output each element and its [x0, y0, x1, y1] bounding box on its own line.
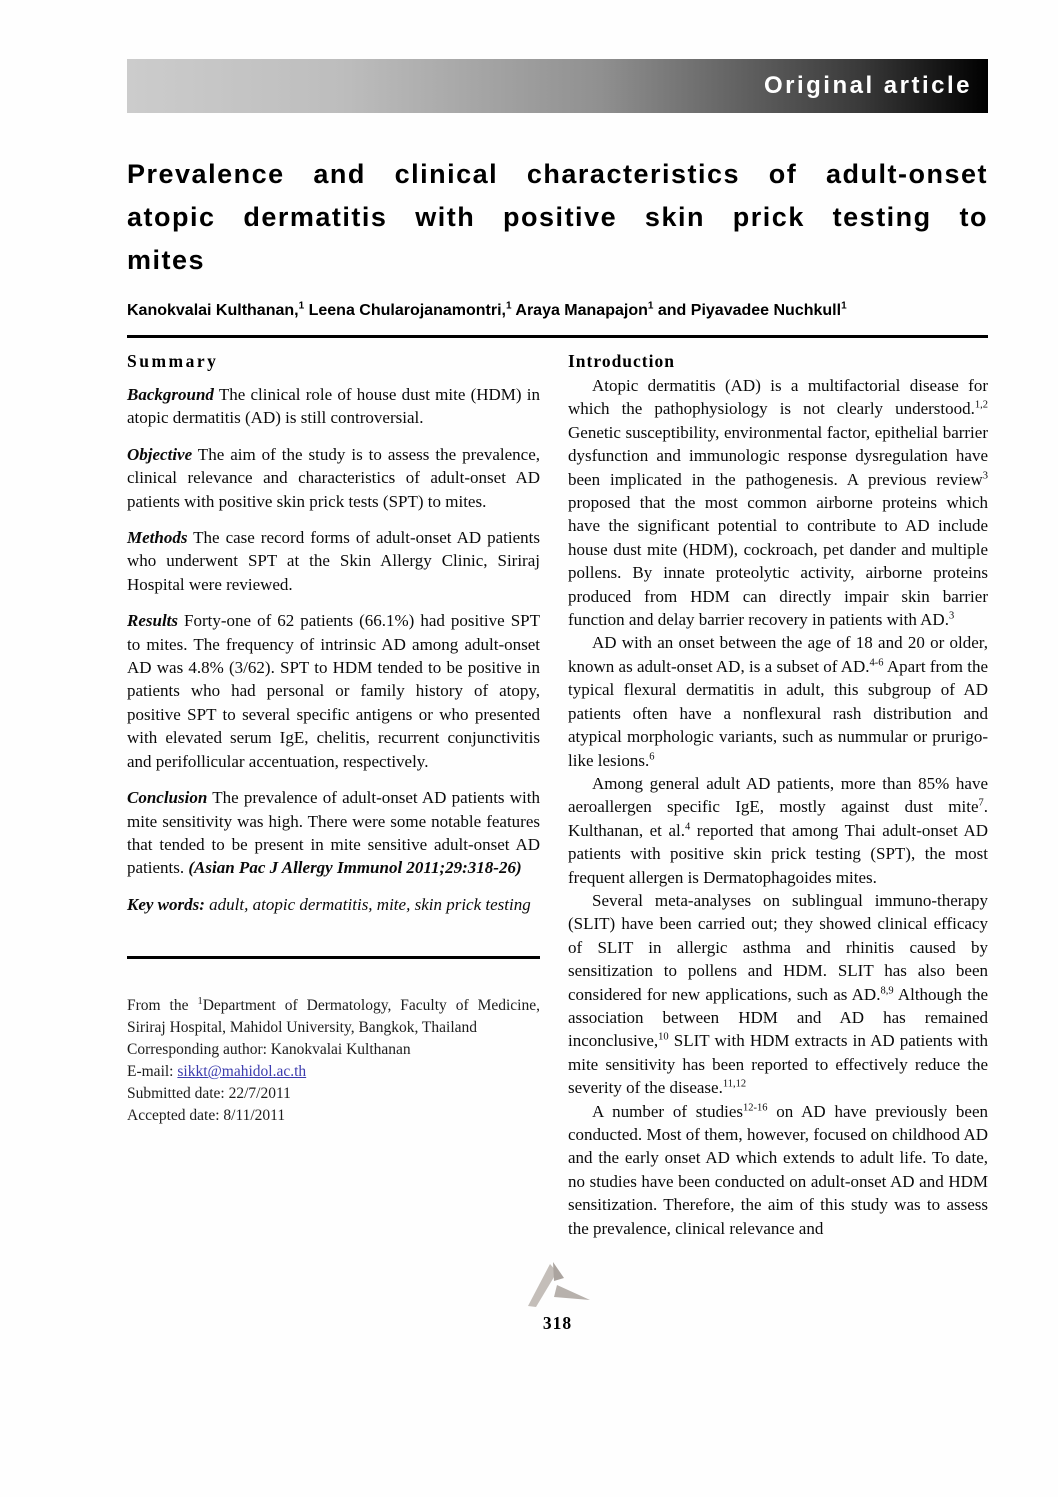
affiliation-lines	[127, 1039, 540, 1127]
journal-citation: (Asian Pac J Allergy Immunol 2011;29:318-26)	[188, 858, 522, 878]
header-divider	[127, 335, 988, 338]
introduction-paragraph: Atopic dermatitis (AD) is a multifactorial disease for which the pathophysiology is not clearly understood.$^{1,2}$ Genetic susceptibility, environmental factor, epithelial barrier dysfunction and immunologic response dysregulation have been implicated in the pathogenesis. A previous review$^3$ proposed that the most common airborne proteins which have the significant potential to contribute to AD include house dust mite (HDM), cockroach, pet dander and multiple pollens. By innate proteolytic activity, airborne proteins produced from HDM can directly impair skin barrier function and delay barrier recovery in patients with AD.$^3$	[568, 376, 988, 630]
summary-paragraph: Background The clinical role of house dust mite (HDM) in atopic dermatitis (AD) is still controversial.	[127, 385, 540, 428]
affiliation-line: Accepted date: 8/11/2011	[127, 1107, 286, 1125]
summary-paragraph: Objective The aim of the study is to assess the prevalence, clinical relevance and characteristics of adult-onset AD patients with positive skin prick tests (SPT) to mites.	[127, 444, 540, 511]
author-name: Leena Chularojanamontri,	[304, 302, 506, 319]
summary-paragraph: Methods The case record forms of adult-onset AD patients who underwent SPT at the Skin Allergy Clinic, Siriraj Hospital were reviewed.	[127, 528, 540, 594]
author-name: Araya Manapajon	[511, 302, 648, 319]
authors-line: Kanokvalai Kulthanan,$^1$ Leena Chularojanamontri,$^1$ Araya Manapajon$^1$ and Piyavadee Nuchkull$^1$	[127, 300, 847, 319]
email-link[interactable]: sikkt@mahidol.ac.th	[177, 1063, 307, 1081]
affiliation-divider	[127, 956, 540, 959]
author-name: Kanokvalai Kulthanan,	[127, 302, 299, 319]
two-column-body	[127, 351, 988, 1240]
affiliation-from: From the $^1$Department of Dermatology, Faculty of Medicine, Siriraj Hospital, Mahidol University, Bangkok, Thailand	[127, 995, 540, 1037]
summary-paragraph: Results Forty-one of 62 patients (66.1%) had positive SPT to mites. The frequency of intrinsic AD among adult-onset AD was 4.8% (3/62). SPT to HDM tended to be positive in patients who had personal or family history of atopy, positive SPT to several specific antigens or who presented with elevated serum IgE, chelitis, recurrent conjunctivitis and perifollicular accentuation, respectively.	[127, 611, 540, 771]
introduction-column	[568, 351, 988, 1240]
introduction-paragraphs	[568, 374, 988, 1240]
summary-heading: Summary	[127, 351, 219, 371]
author-name: and Piyavadee Nuchkull	[653, 302, 842, 319]
page-footer	[127, 1256, 988, 1334]
affiliation-line: Corresponding author: Kanokvalai Kulthanan	[127, 1041, 411, 1059]
introduction-paragraph: AD with an onset between the age of 18 and 20 or older, known as adult-onset AD, is a subset of AD.$^{4-6}$ Apart from the typical flexural dermatitis in adult, this subgroup of AD patients often have a nonflexural rash distribution and atypical morphologic variants, such as nummular or prurigo-like lesions.$^6$	[568, 633, 988, 770]
banner-label: Original article	[763, 72, 972, 99]
affiliation-line: E-mail: sikkt@mahidol.ac.th	[127, 1063, 307, 1081]
page-number: 318	[542, 1313, 573, 1334]
affiliation-line: Submitted date: 22/7/2011	[127, 1085, 291, 1103]
apjai-logo-icon	[516, 1256, 600, 1313]
article-title: Prevalence and clinical characteristics of adult-onset atopic dermatitis with positive skin prick testing to mites	[127, 159, 988, 275]
keywords-line: Key words: adult, atopic dermatitis, mite, skin prick testing	[127, 894, 531, 914]
summary-paragraphs	[127, 383, 540, 916]
affiliation-block	[127, 995, 540, 1127]
introduction-paragraph: A number of studies$^{12-16}$ on AD have previously been conducted. Most of them, however, focused on childhood AD and the early onset AD which extends to adult life. To date, no studies have been conducted on adult-onset AD and HDM sensitization. Therefore, the aim of this study was to assess the prevalence, clinical relevance and	[568, 1101, 988, 1238]
introduction-heading: Introduction	[568, 351, 675, 371]
introduction-paragraph: Among general adult AD patients, more than 85% have aeroallergen specific IgE, mostly against dust mite$^7$. Kulthanan, et al.$^4$ reported that among Thai adult-onset AD patients with positive skin prick testing (SPT), the most frequent allergen is Dermatophagoides mites.	[568, 773, 988, 887]
summary-column	[127, 351, 540, 1240]
introduction-paragraph: Several meta-analyses on sublingual immuno-therapy (SLIT) have been carried out; they showed clinical efficacy of SLIT in allergic asthma and rhinitis caused by sensitization to pollens and HDM. SLIT has also been considered for new applications, such as AD.$^{8,9}$ Although the association between HDM and AD has remained inconclusive,$^{10}$ SLIT with HDM extracts in AD patients with mite sensitivity has been reported to effectively reduce the severity of the disease.$^{11,12}$	[568, 890, 988, 1098]
summary-paragraph: Conclusion The prevalence of adult-onset AD patients with mite sensitivity was high. There were some notable features that tended to be present in mite sensitive adult-onset AD patients. (Asian Pac J Allergy Immunol 2011;29:318-26)	[127, 788, 540, 878]
original-article-banner	[127, 59, 988, 113]
